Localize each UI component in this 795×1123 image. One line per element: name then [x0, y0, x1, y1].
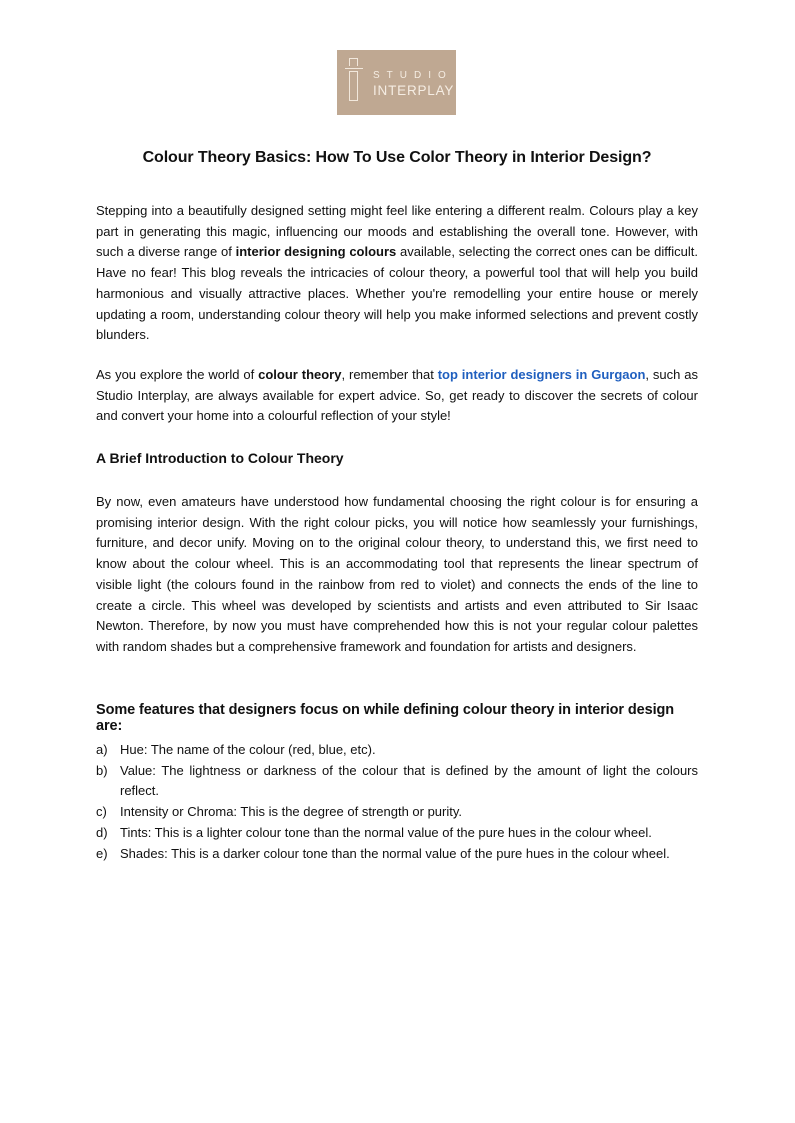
intro-paragraph-2: [96, 365, 698, 427]
list-item-text: Intensity or Chroma: This is the degree of strength or purity.: [120, 804, 463, 820]
list-marker: c): [96, 804, 107, 820]
intro-p2-text-c: , such as Studio Interplay, are always available for expert advice. So, get ready to discover the secrets of colour and convert your home into a colourful reflection of your style!: [96, 367, 698, 424]
list-item: [96, 823, 698, 844]
logo-text-studio: STUDIO: [373, 70, 453, 81]
logo-mark-icon: [345, 58, 363, 104]
list-marker: b): [96, 762, 108, 778]
logo-mark-cap: [349, 58, 358, 66]
intro-p1-text-b: available, selecting the correct ones can be difficult. Have no fear! This blog reveals the intricacies of colour theory, a powerful tool that will help you build harmonious and visually attractive places. Whether you're remodelling your entire house or merely updating a room, understanding colour theory will help you make informed selections and prevent costly blunders.: [96, 244, 698, 343]
features-list: [96, 740, 698, 864]
list-item-text: Shades: This is a darker colour tone than the normal value of the pure hues in the colour wheel.: [120, 845, 670, 861]
list-item: [96, 761, 698, 802]
section-heading-features: Some features that designers focus on while defining colour theory in interior design are:: [96, 702, 675, 734]
list-item-text: Tints: This is a lighter colour tone than the normal value of the pure hues in the colour wheel.: [120, 824, 652, 840]
page-title: Colour Theory Basics: How To Use Color Theory in Interior Design?: [142, 149, 652, 166]
logo-text-interplay: INTERPLAY: [373, 83, 455, 98]
section-heading-intro-colour-theory: A Brief Introduction to Colour Theory: [96, 450, 344, 466]
studio-interplay-logo: [337, 50, 456, 115]
top-interior-designers-link[interactable]: top interior designers in Gurgaon: [437, 367, 646, 382]
intro-paragraph-1: [96, 201, 698, 346]
list-item-text: Hue: The name of the colour (red, blue, etc).: [120, 742, 376, 757]
section-intro-paragraph: By now, even amateurs have understood how fundamental choosing the right colour is for ensuring a promising interior design. With the right colour picks, you will notice how seamlessly your furnishings, furniture, and decor unify. Moving on to the original colour theory, to understand this, we first need to know about the colour wheel. This is an accommodating tool that represents the linear spectrum of visible light (the colours found in the rainbow from red to violet) and connects the ends of the line to create a circle. This wheel was developed by scientists and artists and even attributed to Sir Isaac Newton. Therefore, by now you must have comprehended how this is not your regular colour palettes with random shades but a comprehensive framework and foundation for artists and designers.: [96, 494, 698, 654]
intro-p2-bold: colour theory: [258, 367, 342, 382]
list-item: [96, 844, 698, 865]
logo-mark-stem: [349, 71, 358, 101]
intro-p1-bold: interior designing colours: [235, 244, 397, 260]
intro-p1-text-a: Stepping into a beautifully designed setting might feel like entering a different realm. Colours play a key part in generating this magic, influencing our moods and establishing the overall tone. However, with such a diverse range of: [96, 203, 698, 260]
list-marker: d): [96, 824, 108, 840]
list-marker: a): [96, 742, 108, 757]
list-marker: e): [96, 845, 108, 861]
list-item: [96, 802, 698, 823]
logo-mark-bar: [345, 68, 363, 69]
intro-p2-text-a: As you explore the world of: [96, 367, 259, 382]
intro-p2-text-b: , remember that: [341, 367, 438, 382]
list-item: [96, 740, 698, 761]
list-item-text: Value: The lightness or darkness of the colour that is defined by the amount of light the colours reflect.: [120, 762, 698, 799]
